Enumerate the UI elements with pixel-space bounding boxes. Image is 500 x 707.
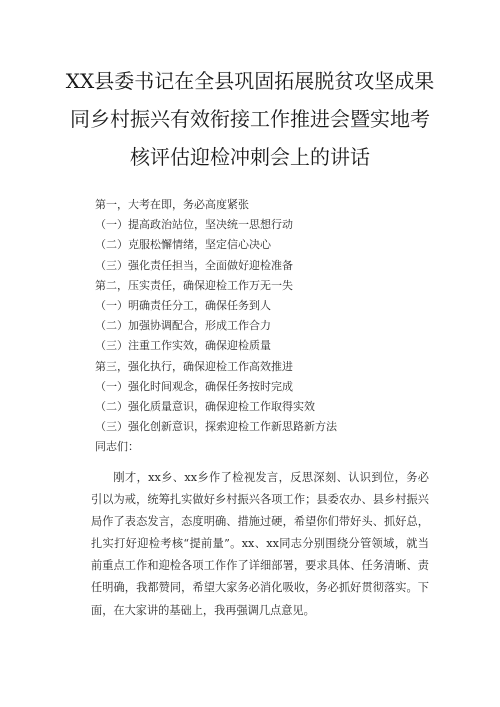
- outline-list: [95, 195, 475, 458]
- outline-item: （一）强化时间观念，确保任务按时完成: [95, 379, 293, 393]
- document-title: [40, 62, 460, 176]
- title-line: XX县委书记在全县巩固拓展脱贫攻坚成果: [65, 69, 435, 93]
- outline-item: （一）明确责任分工，确保任务到人: [95, 299, 271, 313]
- title-line: 核评估迎检冲刺会上的讲话: [130, 145, 370, 169]
- body-text: [91, 467, 429, 622]
- salutation: 同志们：: [95, 440, 139, 454]
- outline-item: 第三，强化执行，确保迎检工作高效推进: [95, 359, 293, 373]
- outline-item: 第二，压实责任，确保迎检工作万无一失: [95, 278, 293, 292]
- outline-item: （二）加强协调配合，形成工作合力: [95, 319, 271, 333]
- outline-item: 第一，大考在即，务必高度紧张: [95, 198, 249, 211]
- outline-item: （二）强化质量意识，确保迎检工作取得实效: [95, 400, 315, 414]
- outline-item: （一）提高政治站位，坚决统一思想行动: [95, 218, 293, 232]
- outline-item: （三）强化责任担当，全面做好迎检准备: [95, 258, 293, 272]
- outline-item: （三）强化创新意识，探索迎检工作新思路新方法: [95, 420, 337, 434]
- outline-item: （二）克服松懈情绪，坚定信心决心: [95, 238, 271, 252]
- outline-item: （三）注重工作实效，确保迎检质量: [95, 339, 271, 353]
- title-line: 同乡村振兴有效衔接工作推进会暨实地考: [70, 107, 430, 131]
- body-paragraph: 刚才，xx乡、xx乡作了检视发言，反思深刻、认识到位，务必引以为戒，统筹扎实做好乡村振兴各项工作；县委农办、县乡村振兴局作了表态发言，态度明确、措施过硬，希望你们带好头、抓好总，扎实打好迎检考核“提前量”。xx、xx同志分别围绕分管领域，就当前重点工作和迎检各项工作作了详细部署，要求具体、任务清晰、责任明确，我都赞同，希望大家务必消化吸收，务必抓好贯彻落实。下面，在大家讲的基础上，我再强调几点意见。: [91, 471, 429, 617]
